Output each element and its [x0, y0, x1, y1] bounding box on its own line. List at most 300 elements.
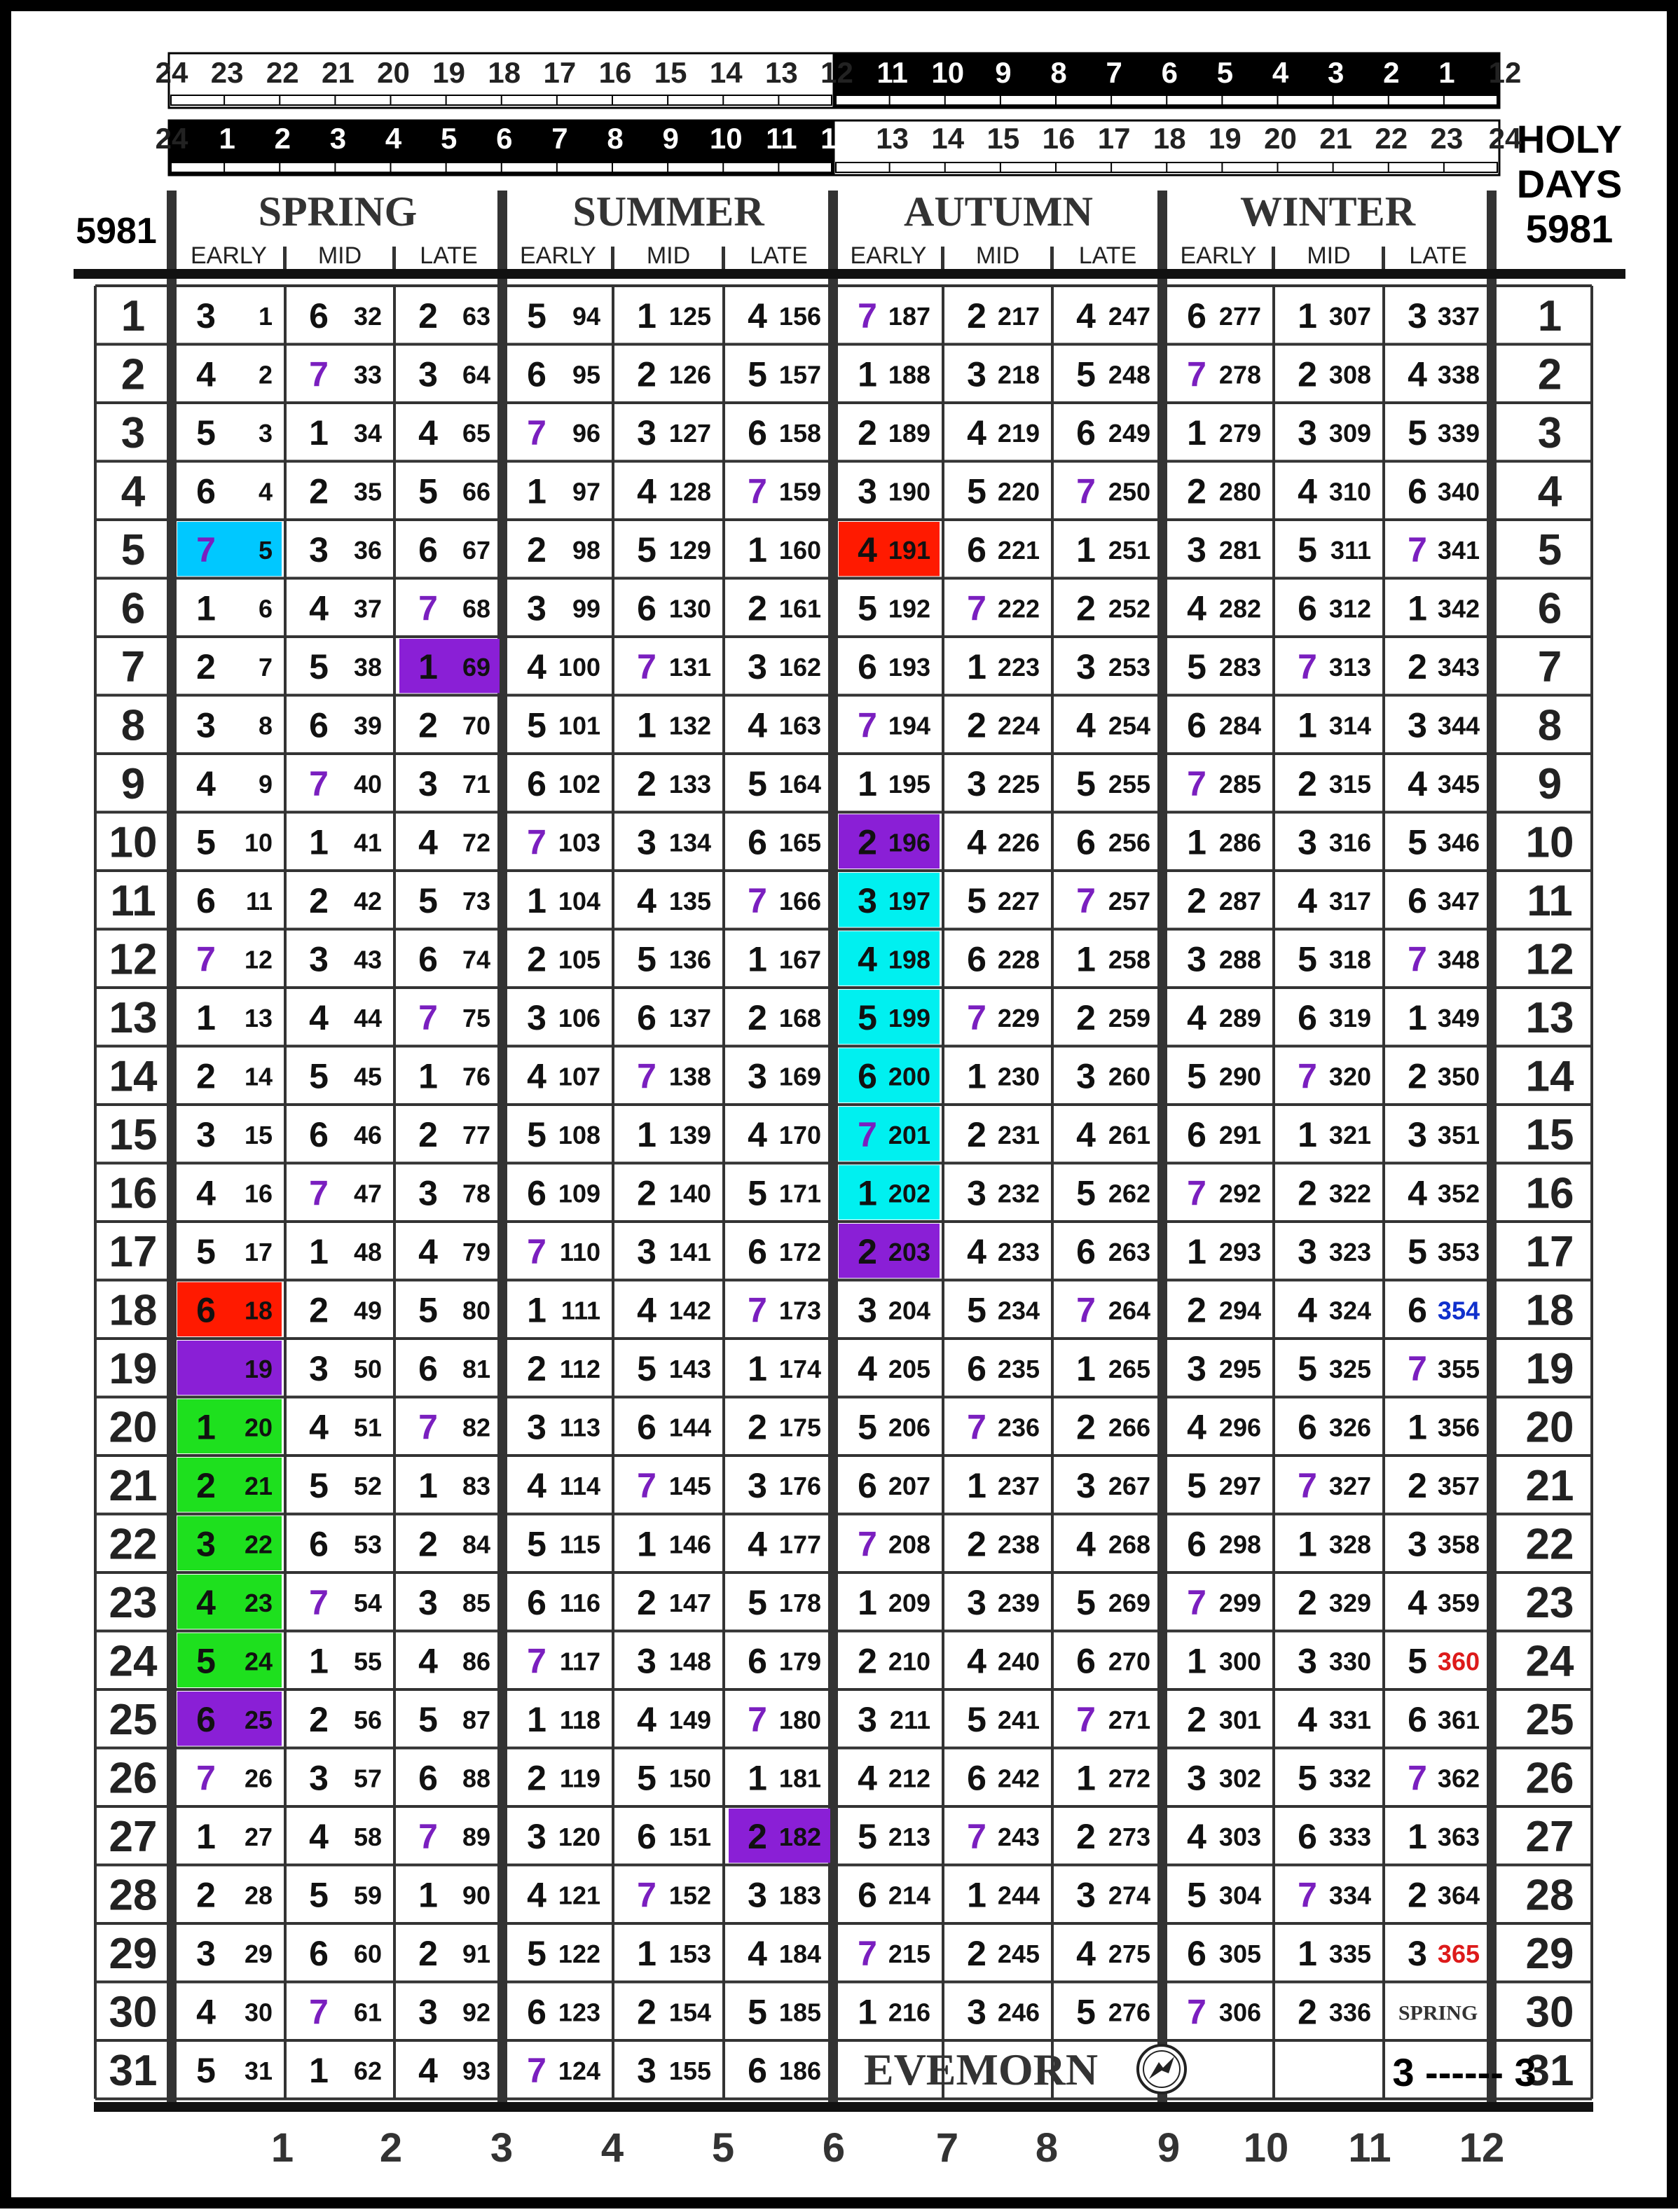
year-day-number: 363 [1437, 1822, 1480, 1851]
weekday-number: 1 [637, 1114, 656, 1154]
year-day-number: 222 [997, 594, 1040, 623]
year-day-number: 5 [258, 535, 273, 565]
year-day-number: 112 [559, 1354, 600, 1383]
weekday-number: 1 [967, 1056, 986, 1096]
year-day-number: 326 [1328, 1413, 1371, 1442]
weekday-number: 6 [196, 880, 216, 920]
hour-label: 5 [440, 122, 458, 155]
day-number-left: 27 [109, 1812, 158, 1861]
weekday-number: 3 [1408, 1524, 1427, 1564]
year-day-number: 196 [888, 828, 930, 857]
year-day-number: 77 [462, 1120, 490, 1149]
year-day-number: 361 [1437, 1705, 1480, 1734]
hour-label: 7 [551, 122, 568, 155]
weekday-number: 5 [858, 1816, 877, 1856]
weekday-number: 6 [1076, 822, 1096, 862]
weekday-number: 5 [967, 471, 986, 511]
weekday-number: 3 [1187, 1758, 1206, 1798]
weekday-number: 3 [1408, 705, 1427, 745]
weekday-number: 4 [967, 413, 986, 452]
day-number-right: 2 [1537, 350, 1562, 399]
year-day-number: 94 [572, 301, 600, 331]
year-day-number: 120 [558, 1822, 600, 1851]
weekday-number: 3 [418, 1582, 438, 1622]
year-day-number: 60 [353, 1939, 382, 1968]
weekday-number: 7 [418, 997, 438, 1037]
season-divider [497, 191, 507, 2103]
weekday-number: 4 [637, 1699, 656, 1739]
weekday-number: 2 [967, 296, 986, 336]
year-day-number: 280 [1218, 477, 1261, 506]
year-day-number: 144 [668, 1413, 711, 1442]
day-number-left: 15 [109, 1110, 158, 1159]
year-day-number: 296 [1218, 1413, 1261, 1442]
weekday-number: 7 [418, 1407, 438, 1447]
year-day-number: 186 [778, 2056, 821, 2085]
day-number-left: 17 [109, 1227, 158, 1276]
year-day-number: 96 [572, 418, 600, 448]
weekday-number: 7 [527, 822, 546, 862]
year-day-number: 63 [462, 301, 490, 331]
day-number-right: 29 [1525, 1929, 1574, 1978]
weekday-number: 6 [967, 1348, 986, 1388]
year-day-number: 22 [244, 1530, 273, 1559]
part-divider [283, 247, 287, 272]
year-day-number: 111 [561, 1296, 600, 1325]
weekday-number: 2 [309, 1699, 329, 1739]
weekday-number: 6 [967, 530, 986, 569]
hour-label: 18 [1153, 122, 1186, 155]
weekday-number: 2 [858, 822, 877, 862]
weekday-number: 6 [1187, 1114, 1206, 1154]
day-number-left: 16 [109, 1169, 158, 1218]
season-part-label: LATE [1078, 242, 1137, 269]
holy-days-title-line2: DAYS [1516, 162, 1623, 206]
hour-label: 17 [543, 56, 577, 89]
weekday-number: 5 [196, 2050, 216, 2090]
hour-label: 18 [488, 56, 521, 89]
weekday-number: 3 [637, 2050, 656, 2090]
weekday-number: 4 [967, 1641, 986, 1681]
year-day-number: 197 [888, 886, 930, 915]
weekday-number: 4 [967, 822, 986, 862]
weekday-number: 6 [1408, 880, 1427, 920]
year-day-number: 104 [558, 886, 600, 915]
weekday-number: 7 [196, 530, 216, 569]
hour-label: 7 [1106, 56, 1122, 89]
weekday-number: 3 [309, 530, 329, 569]
day-number-left: 23 [109, 1578, 158, 1627]
weekday-number: 7 [196, 939, 216, 979]
weekday-number: 5 [1076, 354, 1096, 394]
year-day-number: 303 [1218, 1822, 1261, 1851]
weekday-number: 7 [418, 588, 438, 628]
season-title: WINTER [1239, 188, 1416, 235]
year-day-number: 278 [1218, 360, 1261, 389]
weekday-number: 7 [1408, 1348, 1427, 1388]
axis-month-number: 6 [822, 2125, 846, 2171]
weekday-number: 7 [1187, 1173, 1206, 1213]
year-day-number: 129 [668, 535, 711, 565]
year-day-number: 293 [1218, 1237, 1261, 1266]
year-day-number: 203 [888, 1237, 930, 1266]
header-rule [74, 269, 1625, 279]
year-day-number: 65 [462, 418, 490, 448]
weekday-number: 2 [1187, 1290, 1206, 1330]
year-day-number: 241 [997, 1705, 1040, 1734]
day-number-right: 12 [1525, 935, 1574, 984]
weekday-number: 2 [1298, 763, 1317, 803]
weekday-number: 7 [1408, 939, 1427, 979]
weekday-number: 5 [1298, 1758, 1317, 1798]
year-day-number: 68 [462, 594, 490, 623]
weekday-number: 5 [858, 1407, 877, 1447]
weekday-number: 1 [1408, 997, 1427, 1037]
year-day-number: 233 [997, 1237, 1040, 1266]
season-part-label: EARLY [1180, 242, 1257, 269]
year-day-number: 114 [559, 1471, 600, 1500]
weekday-number: 4 [196, 1173, 216, 1213]
weekday-number: 4 [748, 705, 767, 745]
weekday-number: 7 [1187, 763, 1206, 803]
year-day-number: 125 [668, 301, 711, 331]
hour-label: 6 [496, 122, 513, 155]
year-day-number: 219 [997, 418, 1040, 448]
weekday-number: 7 [967, 588, 986, 628]
hour-label: 14 [709, 56, 743, 89]
year-day-number: 273 [1108, 1822, 1150, 1851]
weekday-number: 5 [418, 880, 438, 920]
day-number-right: 8 [1537, 701, 1562, 750]
year-day-number: 215 [888, 1939, 930, 1968]
hour-label-end: 24 [1488, 122, 1522, 155]
year-day-number: 178 [778, 1588, 821, 1617]
year-day-number: 45 [353, 1062, 382, 1091]
weekday-number: 2 [637, 1173, 656, 1213]
weekday-number: 6 [418, 530, 438, 569]
axis-month-number: 11 [1348, 2125, 1391, 2171]
weekday-number: 6 [1076, 413, 1096, 452]
weekday-number: 6 [527, 1173, 546, 1213]
weekday-number: 5 [196, 1231, 216, 1271]
year-day-number: 108 [558, 1120, 600, 1149]
day-number-left: 4 [121, 467, 146, 516]
weekday-number: 3 [1187, 530, 1206, 569]
weekday-number: 7 [858, 705, 877, 745]
year-day-number: 291 [1218, 1120, 1261, 1149]
year-day-number: 321 [1328, 1120, 1371, 1149]
weekday-number: 5 [1076, 763, 1096, 803]
weekday-number: 4 [748, 1524, 767, 1564]
weekday-number: 7 [1408, 530, 1427, 569]
weekday-number: 2 [1187, 880, 1206, 920]
weekday-number: 3 [1187, 939, 1206, 979]
year-day-number: 115 [559, 1530, 600, 1559]
year-day-number: 237 [997, 1471, 1040, 1500]
year-day-number: 83 [462, 1471, 490, 1500]
year-day-number: 260 [1108, 1062, 1150, 1091]
weekday-number: 4 [1408, 1582, 1427, 1622]
hour-label: 3 [1327, 56, 1345, 89]
year-day-number: 185 [778, 1998, 821, 2027]
year-day-number: 184 [778, 1939, 821, 1968]
season-part-label: LATE [420, 242, 478, 269]
weekday-number: 7 [1187, 1582, 1206, 1622]
weekday-number: 6 [418, 939, 438, 979]
year-day-number: 266 [1108, 1413, 1150, 1442]
weekday-number: 2 [418, 1524, 438, 1564]
year-day-number: 66 [462, 477, 490, 506]
weekday-number: 6 [1187, 705, 1206, 745]
year-day-number: 209 [888, 1588, 930, 1617]
weekday-number: 5 [309, 647, 329, 686]
year-day-number: 9 [258, 769, 273, 799]
weekday-number: 4 [418, 1641, 438, 1681]
year-day-number: 327 [1328, 1471, 1371, 1500]
year-day-number: 156 [778, 301, 821, 331]
year-day-number: 126 [668, 360, 711, 389]
year-day-number: 329 [1328, 1588, 1371, 1617]
weekday-number: 2 [1408, 1875, 1427, 1915]
year-day-number: 150 [668, 1764, 711, 1793]
day-number-right: 21 [1525, 1461, 1574, 1510]
weekday-number: 6 [858, 647, 877, 686]
year-day-number: 100 [558, 652, 600, 682]
weekday-number: 3 [1298, 413, 1317, 452]
year-day-number: 27 [244, 1822, 273, 1851]
weekday-number: 6 [196, 1699, 216, 1739]
year-day-number: 232 [997, 1179, 1040, 1208]
weekday-number: 3 [196, 1114, 216, 1154]
bottom-rule [94, 2102, 1593, 2112]
weekday-number: 5 [748, 1992, 767, 2032]
year-day-number: 227 [997, 886, 1040, 915]
year-day-number: 263 [1108, 1237, 1150, 1266]
year-day-number: 98 [572, 535, 600, 565]
weekday-number: 2 [1298, 354, 1317, 394]
day-number-right: 4 [1537, 467, 1562, 516]
year-day-number: 135 [668, 886, 711, 915]
weekday-number: 4 [196, 1992, 216, 2032]
year-day-number: 201 [888, 1120, 930, 1149]
weekday-number: 5 [527, 296, 546, 336]
part-divider [1272, 247, 1275, 272]
year-day-number: 183 [778, 1881, 821, 1910]
hour-label-end: 12 [1488, 56, 1522, 89]
weekday-number: 3 [418, 763, 438, 803]
hour-label: 9 [995, 56, 1012, 89]
weekday-number: 1 [858, 354, 877, 394]
year-day-number: 265 [1108, 1354, 1150, 1383]
weekday-number: 6 [1408, 1290, 1427, 1330]
weekday-number: 6 [1187, 296, 1206, 336]
day-number-right: 24 [1525, 1637, 1574, 1686]
weekday-number: 3 [527, 1407, 546, 1447]
hour-label: 24 [155, 122, 188, 155]
weekday-number: 1 [637, 1524, 656, 1564]
season-part-label: LATE [1409, 242, 1467, 269]
hour-label: 21 [1319, 122, 1352, 155]
day-number-left: 12 [109, 935, 158, 984]
weekday-number: 1 [858, 763, 877, 803]
weekday-number: 5 [1187, 1465, 1206, 1505]
hour-label: 22 [1375, 122, 1408, 155]
weekday-number: 5 [1076, 1173, 1096, 1213]
year-day-number: 189 [888, 418, 930, 448]
weekday-number: 3 [418, 1173, 438, 1213]
year-day-number: 335 [1328, 1939, 1371, 1968]
weekday-number: 6 [637, 1816, 656, 1856]
year-day-number: 141 [668, 1237, 711, 1266]
weekday-number: 4 [1076, 1114, 1096, 1154]
year-day-number: 355 [1437, 1354, 1480, 1383]
year-day-number: 117 [559, 1647, 600, 1676]
year-day-number: 225 [997, 769, 1040, 799]
day-number-left: 19 [109, 1344, 158, 1393]
year-day-number: 239 [997, 1588, 1040, 1617]
weekday-number: 2 [748, 1816, 767, 1856]
year-day-number: 323 [1328, 1237, 1371, 1266]
weekday-number: 7 [309, 1992, 329, 2032]
weekday-number: 7 [637, 647, 656, 686]
weekday-number: 5 [748, 1582, 767, 1622]
year-day-number: 123 [558, 1998, 600, 2027]
day-number-right: 1 [1537, 291, 1562, 340]
year-day-number: 39 [353, 711, 382, 740]
weekday-number: 1 [418, 1465, 438, 1505]
weekday-number: 4 [1408, 763, 1427, 803]
weekday-number: 5 [527, 705, 546, 745]
hour-label: 23 [210, 56, 244, 89]
year-day-number: 133 [668, 769, 711, 799]
year-day-number: 169 [778, 1062, 821, 1091]
weekday-number: 1 [637, 1933, 656, 1973]
weekday-number: 4 [418, 822, 438, 862]
weekday-number: 4 [967, 1231, 986, 1271]
year-day-number: 55 [353, 1647, 382, 1676]
weekday-number: 2 [637, 354, 656, 394]
weekday-number: 4 [1187, 1407, 1206, 1447]
day-number-left: 1 [121, 291, 146, 340]
weekday-number: 4 [196, 763, 216, 803]
day-number-left: 28 [109, 1871, 158, 1920]
weekday-number: 7 [309, 1582, 329, 1622]
year-day-number: 86 [462, 1647, 490, 1676]
weekday-number: 7 [748, 880, 767, 920]
day-number-right: 25 [1525, 1695, 1574, 1744]
weekday-number: 3 [196, 1524, 216, 1564]
year-day-number: 15 [244, 1120, 273, 1149]
year-day-number: 315 [1328, 769, 1371, 799]
weekday-number: 5 [527, 1524, 546, 1564]
weekday-number: 1 [196, 997, 216, 1037]
year-day-number: 204 [888, 1296, 930, 1325]
year-day-number: 301 [1218, 1705, 1261, 1734]
weekday-number: 5 [418, 1699, 438, 1739]
hour-label: 2 [274, 122, 291, 155]
day-number-left: 25 [109, 1695, 158, 1744]
weekday-number: 6 [196, 1290, 216, 1330]
year-day-number: 76 [462, 1062, 490, 1091]
year-day-number: 88 [462, 1764, 490, 1793]
weekday-number: 4 [858, 530, 877, 569]
year-day-number: 118 [559, 1705, 600, 1734]
year-day-number: 191 [888, 535, 930, 565]
weekday-number: 1 [418, 1875, 438, 1915]
year-day-number: 57 [353, 1764, 382, 1793]
weekday-number: 1 [967, 647, 986, 686]
weekday-number: 4 [858, 1758, 877, 1798]
year-day-number: 14 [244, 1062, 273, 1091]
year-day-number: 299 [1218, 1588, 1261, 1617]
year-day-number: 13 [244, 1003, 273, 1032]
year-day-number: 78 [462, 1179, 490, 1208]
weekday-number: 3 [527, 997, 546, 1037]
year-day-number: 175 [778, 1413, 821, 1442]
weekday-number: 3 [1298, 1231, 1317, 1271]
weekday-number: 6 [858, 1465, 877, 1505]
hour-label: 20 [377, 56, 410, 89]
year-day-number: 7 [258, 652, 273, 682]
year-day-number: 199 [888, 1003, 930, 1032]
season-divider [1487, 191, 1497, 2103]
hour-label: 21 [322, 56, 355, 89]
weekday-number: 4 [527, 1056, 546, 1096]
weekday-number: 7 [1408, 1758, 1427, 1798]
weekday-number: 3 [637, 1641, 656, 1681]
weekday-number: 1 [637, 296, 656, 336]
day-number-right: 15 [1525, 1110, 1574, 1159]
year-day-number: 325 [1328, 1354, 1371, 1383]
weekday-number: 1 [1187, 1641, 1206, 1681]
weekday-number: 7 [637, 1056, 656, 1096]
year-day-number: 11 [245, 886, 273, 915]
year-day-number: 80 [462, 1296, 490, 1325]
weekday-number: 6 [1408, 1699, 1427, 1739]
weekday-number: 6 [1298, 1407, 1317, 1447]
weekday-number: 5 [1187, 1875, 1206, 1915]
weekday-number: 4 [1298, 1699, 1317, 1739]
weekday-number: 3 [858, 471, 877, 511]
day-number-left: 2 [121, 350, 146, 399]
year-day-number: 330 [1328, 1647, 1371, 1676]
weekday-number: 2 [1187, 1699, 1206, 1739]
weekday-number: 7 [527, 2050, 546, 2090]
weekday-number: 3 [748, 1465, 767, 1505]
year-day-number: 163 [778, 711, 821, 740]
weekday-number: 5 [418, 1290, 438, 1330]
hour-label: 17 [1097, 122, 1131, 155]
weekday-number: 3 [1408, 1933, 1427, 1973]
year-day-number: 106 [558, 1003, 600, 1032]
weekday-number: 3 [527, 1816, 546, 1856]
weekday-number: 6 [1076, 1231, 1096, 1271]
year-day-number: 158 [778, 418, 821, 448]
weekday-number: 3 [637, 413, 656, 452]
season-title: SPRING [258, 188, 418, 235]
weekday-number: 3 [418, 354, 438, 394]
weekday-number: 6 [748, 1641, 767, 1681]
year-day-number: 124 [558, 2056, 600, 2085]
weekday-number: 2 [1298, 1582, 1317, 1622]
weekday-number: 4 [309, 1816, 329, 1856]
season-part-label: EARLY [191, 242, 267, 269]
year-day-number: 103 [558, 828, 600, 857]
year-day-number: 247 [1108, 301, 1150, 331]
year-day-number: 12 [244, 945, 273, 974]
year-day-number: 116 [559, 1588, 600, 1617]
day-number-right: 19 [1525, 1344, 1574, 1393]
